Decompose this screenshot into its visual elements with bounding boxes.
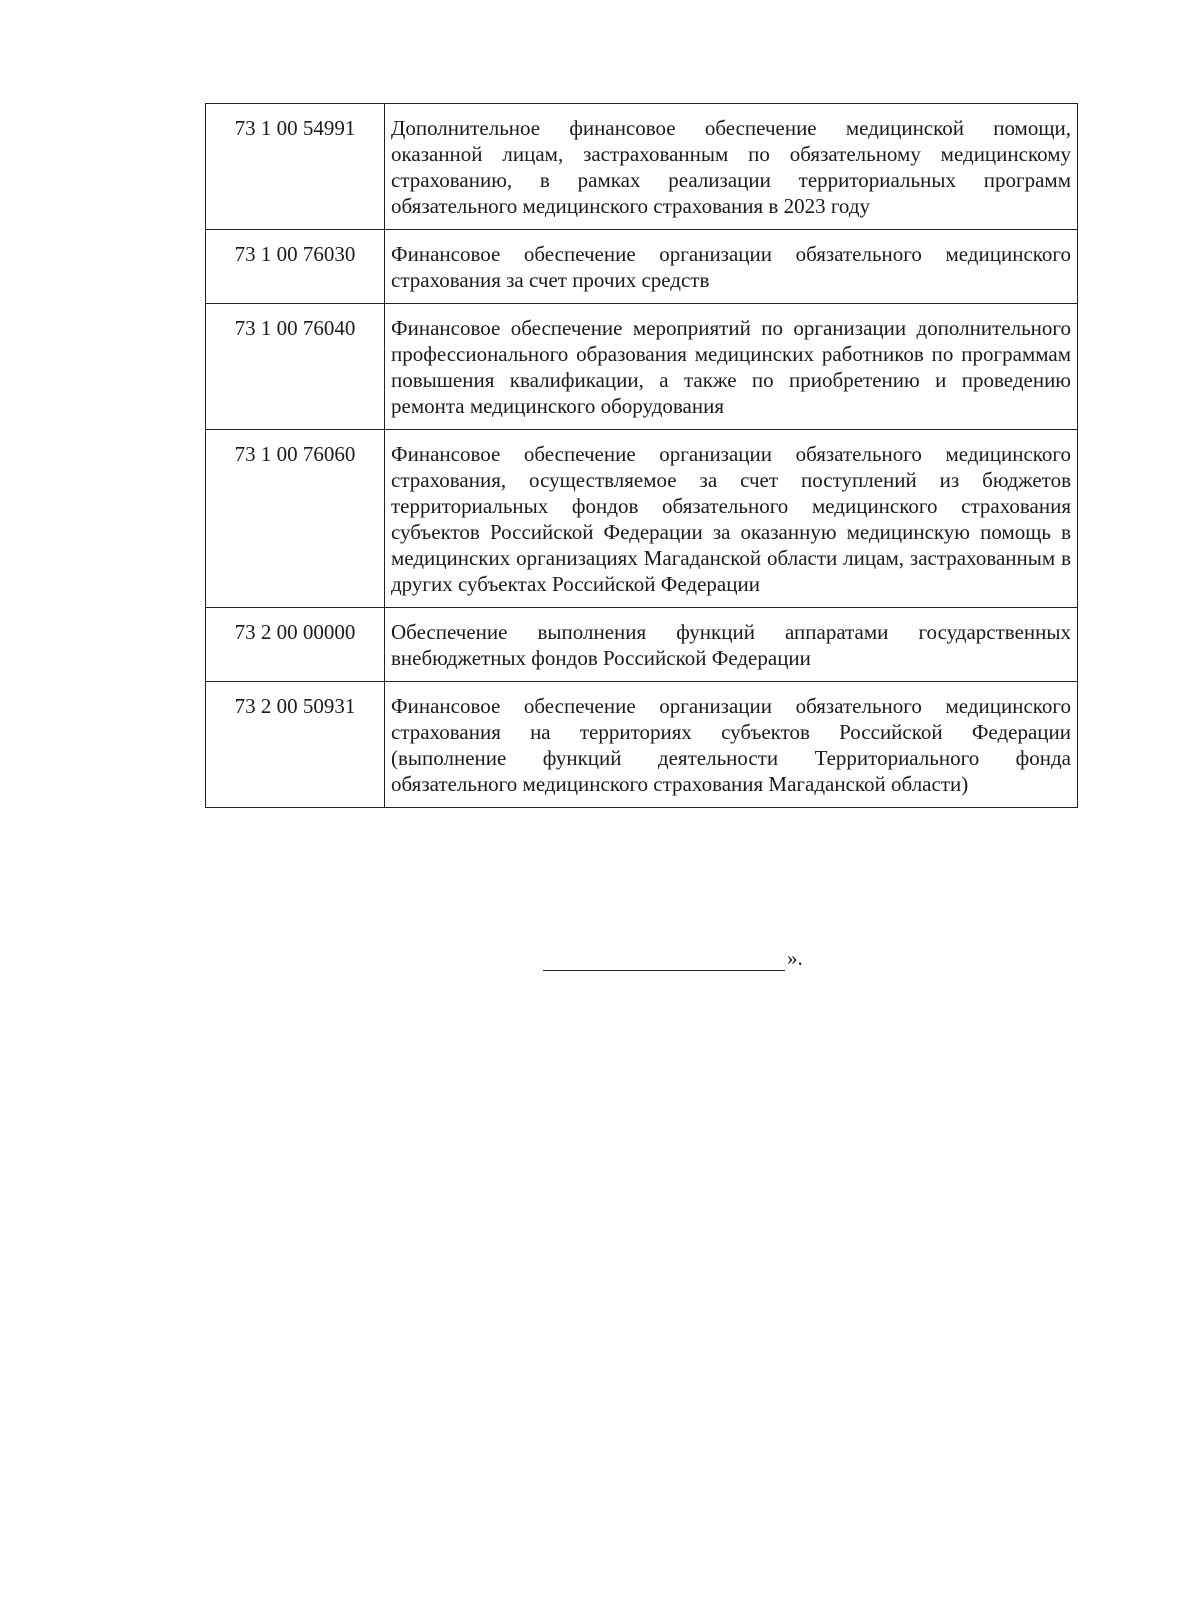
row-code: 73 2 00 00000 bbox=[206, 608, 385, 682]
table-row bbox=[206, 304, 1078, 430]
table-row bbox=[206, 230, 1078, 304]
row-code: 73 1 00 76030 bbox=[206, 230, 385, 304]
row-description: Обеспечение выполнения функций аппаратами государственных внебюджетных фондов Российской Федерации bbox=[385, 608, 1078, 682]
row-code: 73 2 00 50931 bbox=[206, 682, 385, 808]
budget-codes-table bbox=[205, 103, 1078, 808]
row-description: Финансовое обеспечение организации обязательного медицинского страхования на территориях субъектов Российской Федерации (выполнение функций деятельности Территориального фонда обязательного медицинского страхования Магаданской области) bbox=[385, 682, 1078, 808]
row-description: Финансовое обеспечение мероприятий по организации дополнительного профессионального образования медицинских работников по программам повышения квалификации, а также по приобретению и проведению ремонта медицинского оборудования bbox=[385, 304, 1078, 430]
table-row bbox=[206, 104, 1078, 230]
table-row bbox=[206, 608, 1078, 682]
row-description: Финансовое обеспечение организации обязательного медицинского страхования за счет прочих средств bbox=[385, 230, 1078, 304]
row-description: Дополнительное финансовое обеспечение медицинской помощи, оказанной лицам, застрахованным по обязательному медицинскому страхованию, в рамках реализации территориальных программ обязательного медицинского страхования в 2023 году bbox=[385, 104, 1078, 230]
closing-underline bbox=[543, 950, 785, 971]
closing-quote: ». bbox=[787, 946, 803, 970]
table-row bbox=[206, 430, 1078, 608]
closing-mark bbox=[543, 945, 803, 971]
row-code: 73 1 00 76060 bbox=[206, 430, 385, 608]
table-row bbox=[206, 682, 1078, 808]
row-code: 73 1 00 54991 bbox=[206, 104, 385, 230]
row-description: Финансовое обеспечение организации обязательного медицинского страхования, осуществляемое за счет поступлений из бюджетов территориальных фондов обязательного медицинского страхования субъектов Российской Федерации за оказанную медицинскую помощь в медицинских организациях Магаданской области лицам, застрахованным в других субъектах Российской Федерации bbox=[385, 430, 1078, 608]
row-code: 73 1 00 76040 bbox=[206, 304, 385, 430]
